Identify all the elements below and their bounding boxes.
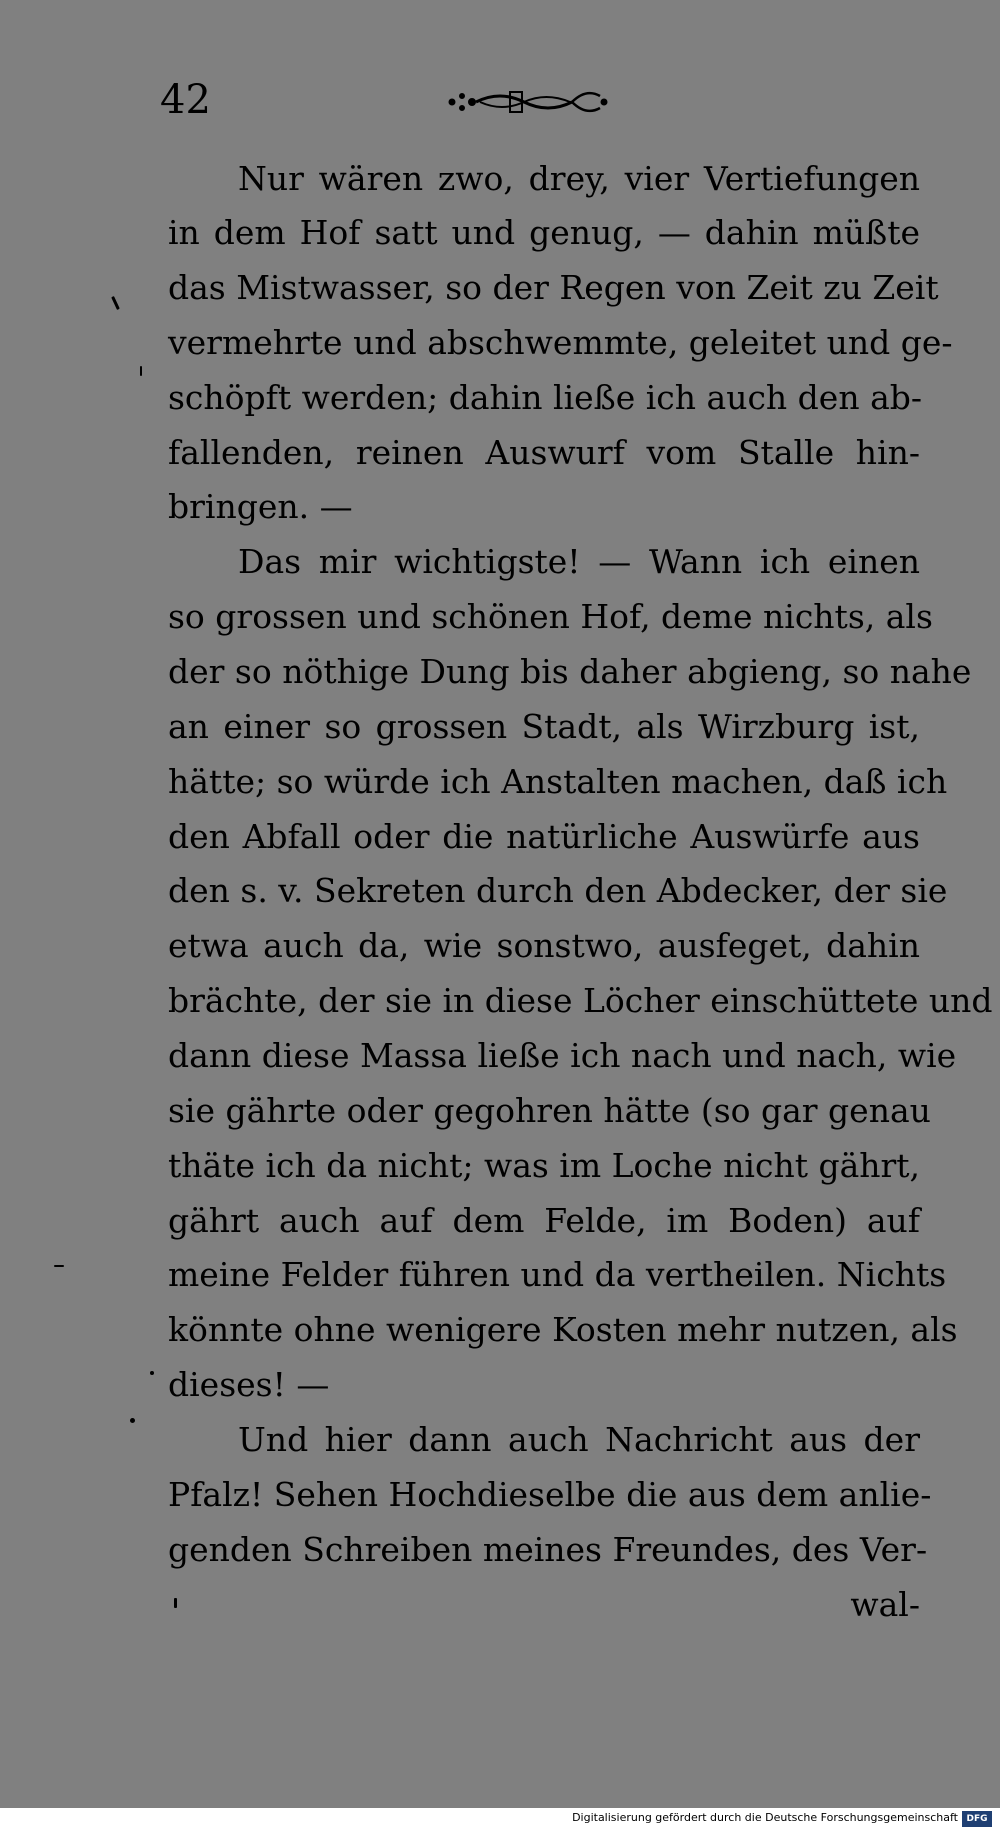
scan-speck	[174, 1598, 177, 1608]
scan-speck	[130, 1418, 135, 1423]
catchword: wal-	[850, 1585, 920, 1624]
text-line: vermehrte und abschwemmte, geleitet und ge-	[168, 323, 953, 362]
text-line: den s. v. Sekreten durch den Abdecker, der sie	[168, 871, 948, 910]
text-line: etwa auch da, wie sonstwo, ausfeget, dahin	[168, 926, 920, 965]
text-line: genden Schreiben meines Freundes, des Ver-	[168, 1530, 928, 1569]
digitization-footer	[0, 1808, 1000, 1831]
text-line: fallenden, reinen Auswurf vom Stalle hin-	[168, 433, 920, 472]
text-line: Nur wären zwo, drey, vier Vertiefungen	[238, 159, 920, 198]
text-line: gährt auch auf dem Felde, im Boden) auf	[168, 1201, 920, 1240]
text-line: sie gährte oder gegohren hätte (so gar genau	[168, 1091, 931, 1130]
scan-speck	[111, 296, 120, 310]
text-line: der so nöthige Dung bis daher abgieng, so nahe	[168, 652, 972, 691]
text-line: schöpft werden; dahin ließe ich auch den ab-	[168, 378, 923, 417]
text-line: Das mir wichtigste! — Wann ich einen	[238, 542, 920, 581]
text-line: dann diese Massa ließe ich nach und nach, wie	[168, 1036, 957, 1075]
text-line: den Abfall oder die natürliche Auswürfe aus	[168, 817, 920, 856]
text-line: an einer so grossen Stadt, als Wirzburg ist,	[168, 707, 920, 746]
text-line: Pfalz! Sehen Hochdieselbe die aus dem anlie-	[168, 1475, 932, 1514]
text-line: könnte ohne wenigere Kosten mehr nutzen, als	[168, 1310, 958, 1349]
scan-speck	[140, 366, 142, 376]
page-number: 42	[160, 77, 211, 123]
footer-credit: Digitalisierung gefördert durch die Deutsche Forschungsgemeinschaft	[572, 1811, 958, 1824]
dfg-logo: DFG	[962, 1811, 992, 1827]
text-line: hätte; so würde ich Anstalten machen, daß ich	[168, 762, 948, 801]
ornament-icon	[440, 82, 615, 122]
text-line: in dem Hof satt und genug, — dahin müßte	[168, 213, 920, 252]
text-line: meine Felder führen und da vertheilen. Nichts	[168, 1255, 947, 1294]
scan-speck	[150, 1371, 154, 1375]
text-line: das Mistwasser, so der Regen von Zeit zu Zeit	[168, 268, 939, 307]
scan-speck	[54, 1265, 64, 1267]
text-line: so grossen und schönen Hof, deme nichts, als	[168, 597, 933, 636]
text-line: brächte, der sie in diese Löcher einschüttete und	[168, 981, 993, 1020]
text-line: thäte ich da nicht; was im Loche nicht gährt,	[168, 1146, 921, 1185]
text-line: bringen. —	[168, 487, 353, 526]
text-line: Und hier dann auch Nachricht aus der	[238, 1420, 920, 1459]
text-line: dieses! —	[168, 1365, 330, 1404]
